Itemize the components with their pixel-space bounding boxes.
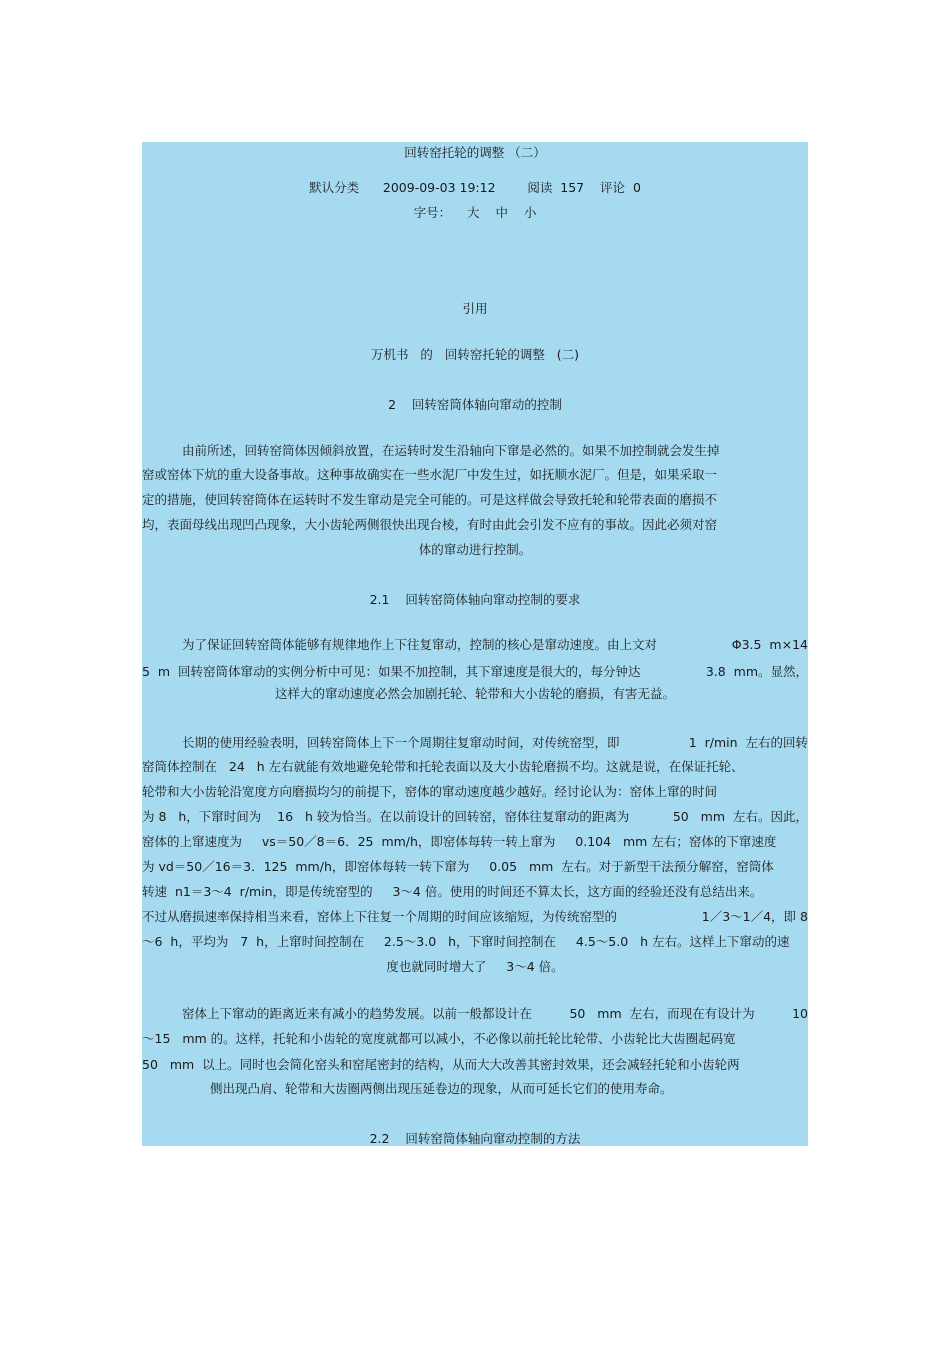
article-meta: 默认分类 2009-09-03 19:12 阅读 157 评论 0 [309,180,641,195]
article-title: 回转窑托轮的调整 （二） [404,145,546,160]
paragraph-line [142,637,808,653]
font-size-selector[interactable]: 字号： 大 中 小 [413,205,537,220]
line-text: 不过从磨损速率保持相当来看，窑体上下往复一个周期的时间应该缩短，为传统窑型的 [142,909,618,924]
section-heading: 2.1 回转窑筒体轴向窜动控制的要求 [369,592,581,607]
section-heading: 2 回转窑筒体轴向窜动的控制 [388,397,562,412]
paragraph-line [142,909,808,925]
paragraph-line [142,809,808,825]
paragraph-line: 均，表面母线出现凹凸现象，大小齿轮两侧很快出现台棱，有时由此会引发不应有的事故。因此必须对窑 [142,517,718,532]
quote-label: 引用 [462,301,488,316]
line-text: Φ3.5 m×14 [731,637,808,652]
paragraph-line: 50 mm 以上。同时也会简化窑头和窑尾密封的结构，从而大大改善其密封效果，还会减轻托轮和小齿轮两 [142,1057,740,1072]
line-text: 3.8 mm。显然， [705,664,808,679]
line-text: 1 r/min 左右的回转 [688,735,808,750]
line-text: 长期的使用经验表明，回转窑筒体上下一个周期往复窜动时间，对传统窑型，即 [182,735,620,750]
line-text: 50 mm 左右，而现在有设计为 [569,1006,755,1021]
paragraph-line: 窑或窑体下炕的重大设备事故。这种事故确实在一些水泥厂中发生过，如抚顺水泥厂。但是，如果采取一 [142,467,718,482]
paragraph-line: 为 vd＝50／16＝3．125 mm/h，即窑体每转一转下窜为 0.05 mm 左右。对于新型干法预分解窑，窑筒体 [142,859,774,874]
paragraph-line [142,735,808,751]
line-text: 10 [792,1006,808,1021]
paragraph-line: ～15 mm 的。这样，托轮和小齿轮的宽度就都可以减小，不必像以前托轮比轮带、小齿轮比大齿圈起码宽 [142,1031,736,1046]
paragraph-line [142,1006,808,1022]
paragraph-line: ～6 h，平均为 7 h，上窜时间控制在 2.5～3.0 h，下窜时间控制在 4.5～5.0 h 左右。这样上下窜动的速 [142,934,790,949]
section-heading: 2.2 回转窑筒体轴向窜动控制的方法 [369,1131,581,1146]
paragraph-line: 窑体的上窜速度为 vs＝50／8＝6．25 mm/h，即窑体每转一转上窜为 0.104 mm 左右；窑体的下窜速度 [142,834,777,849]
line-text: 1／3～1／4，即 8 [701,909,808,924]
line-text: 5 m 回转窑筒体窜动的实例分析中可见：如果不加控制，其下窜速度是很大的，每分钟达 [142,664,641,679]
quote-source[interactable]: 万机书 的 回转窑托轮的调整 (二) [370,347,579,362]
paragraph-line: 侧出现凸肩、轮带和大齿圈两侧出现压延卷边的现象，从而可延长它们的使用寿命。 [210,1081,673,1096]
paragraph-line: 轮带和大小齿轮沿宽度方向磨损均匀的前提下，窑体的窜动速度越少越好。经讨论认为：窑体上窜的时间 [142,784,718,799]
paragraph-line: 这样大的窜动速度必然会加剧托轮、轮带和大小齿轮的磨损，有害无益。 [274,686,675,701]
paragraph-line: 转速 n1＝3～4 r/min，即是传统窑型的 3～4 倍。使用的时间还不算太长，这方面的经验还没有总结出来。 [142,884,763,899]
line-text: 为 8 h，下窜时间为 16 h 较为恰当。在以前设计的回转窑，窑体往复窜动的距离为 [142,809,630,824]
line-text: 为了保证回转窑筒体能够有规律地作上下往复窜动，控制的核心是窜动速度。由上文对 [182,637,658,652]
line-text: 窑体上下窜动的距离近来有减小的趋势发展。以前一般都设计在 [182,1006,533,1021]
paragraph-line: 窑筒体控制在 24 h 左右就能有效地避免轮带和托轮表面以及大小齿轮磨损不均。这就是说，在保证托轮、 [142,759,744,774]
paragraph-line: 定的措施，使回转窑筒体在运转时不发生窜动是完全可能的。可是这样做会导致托轮和轮带表面的磨损不 [142,492,718,507]
paragraph-line: 度也就同时增大了 3～4 倍。 [386,959,564,974]
line-text: 50 mm 左右。因此， [672,809,808,824]
paragraph-line [142,664,808,680]
paragraph-line: 体的窜动进行控制。 [418,542,532,557]
paragraph-line: 由前所述，回转窑筒体因倾斜放置，在运转时发生沿轴向下窜是必然的。如果不加控制就会发生掉 [182,443,720,458]
